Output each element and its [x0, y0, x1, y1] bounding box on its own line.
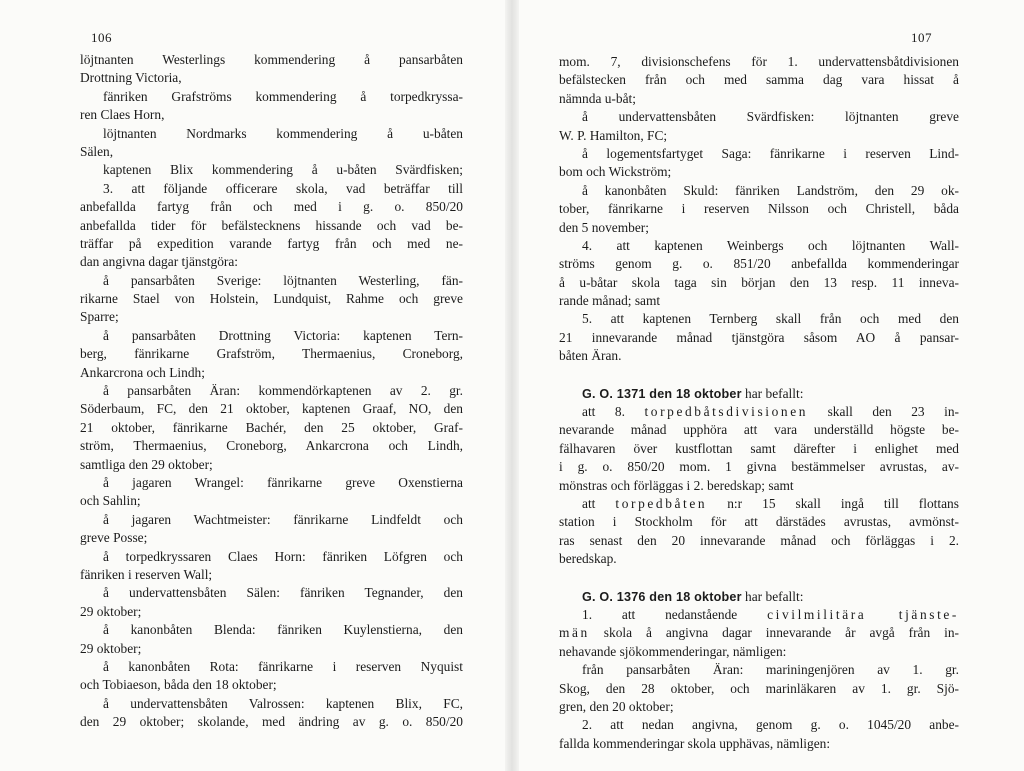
text-line: berg, fänrikarne Grafström, Thermaenius, Croneborg,: [80, 346, 463, 362]
text-line: Skog, den 28 oktober, och marinläkaren av 1. gr. Sjö-: [559, 680, 959, 696]
text-line: i g. o. 850/20 mom. 1 givna bestämmelser avrustas, av-: [559, 459, 959, 475]
text-line: gren, den 20 oktober;: [559, 698, 674, 714]
text-line: 3. att följande officerare skola, vad beträffar till: [103, 180, 463, 196]
text-line: båten Äran.: [559, 348, 622, 364]
text-line: å jagaren Wachtmeister: fänrikarne Lindfeldt och: [103, 511, 463, 527]
text-line: ströms genom g. o. 851/20 anbefallda kommenderingar: [559, 256, 959, 272]
text-line: å logementsfartyget Saga: fänrikarne i reserven Lind-: [582, 145, 959, 161]
order-heading-tail: har befallt:: [745, 588, 804, 604]
text-line: å pansarbåten Drottning Victoria: kaptenen Tern-: [103, 327, 463, 343]
text-line: 29 oktober;: [80, 640, 142, 656]
text-line: ras senast den 20 innevarande månad och förläggas i 2.: [559, 532, 959, 548]
text-line: ren Claes Horn,: [80, 107, 165, 123]
text-line: [559, 403, 959, 421]
text-line: å undervattensbåten Svärdfisken: löjtnanten greve: [582, 109, 959, 125]
order-heading-line: [559, 385, 959, 403]
left-page-text: [80, 51, 463, 731]
text-line: fälhavaren över kustflottan samt därefter i enlighet med: [559, 440, 959, 456]
text-line: Drottning Victoria,: [80, 70, 182, 86]
text-line: å undervattensbåten Sälen: fänriken Tegnander, den: [103, 585, 463, 601]
text-line: kaptenen Blix kommendering å u-båten Svärdfisken;: [103, 162, 463, 178]
order-heading: G. O. 1376 den 18 oktober: [582, 589, 742, 604]
text-line: å kanonbåten Blenda: fänriken Kuylenstierna, den: [103, 622, 463, 638]
section-gap: [559, 366, 959, 385]
text-fragment: 1. att nedanstående: [582, 606, 738, 622]
text-line: 4. att kaptenen Weinbergs och löjtnanten Wall-: [582, 237, 959, 253]
text-line: anbefallda fartyg från och med i g. o. 850/20: [80, 199, 463, 215]
text-line: 5. att kaptenen Ternberg skall från och med den: [582, 311, 959, 327]
order-heading: G. O. 1371 den 18 oktober: [582, 386, 742, 401]
text-line: Sälen,: [80, 143, 114, 159]
text-line: [559, 624, 959, 642]
text-line: [559, 495, 959, 513]
text-line: fänriken Grafströms kommendering å torpedkryssa-: [103, 88, 463, 104]
text-line: ström, Thermaenius, Croneborg, Ankarcrona och Lindh,: [80, 438, 463, 454]
text-line: nehavande sjökommenderingar, nämligen:: [559, 643, 787, 659]
text-line: 21 innevarande månad tjänstgöra såsom AO å pansar-: [559, 329, 959, 345]
text-line: 29 oktober;: [80, 603, 142, 619]
text-line: nämnda u-båt;: [559, 90, 636, 106]
text-line: från pansarbåten Äran: mariningenjören av 1. gr.: [582, 662, 959, 678]
text-line: träffar på expedition varande fartyg från och med ne-: [80, 235, 463, 251]
text-fragment: skola å angivna dagar innevarande år avgå från in-: [603, 625, 959, 641]
text-line: Sparre;: [80, 309, 119, 325]
text-line: Söderbaum, FC, den 21 oktober, kaptenen Graaf, NO, den: [80, 401, 463, 417]
text-line: Ankarcrona och Lindh;: [80, 364, 205, 380]
text-line: 2. att nedan angivna, genom g. o. 1045/20 anbe-: [582, 717, 959, 733]
text-line: [559, 606, 959, 624]
text-line: å undervattensbåten Valrossen: kaptenen Blix, FC,: [103, 695, 463, 711]
text-line: rande månad; samt: [559, 293, 661, 309]
text-line: beredskap.: [559, 551, 617, 567]
spaced-text: torpedbåtsdivisionen: [644, 404, 809, 420]
text-line: å pansarbåten Sverige: löjtnanten Westerling, fän-: [103, 272, 463, 288]
text-line: å jagaren Wrangel: fänrikarne greve Oxenstierna: [103, 474, 463, 490]
text-line: anbefallda tider för befälstecknens hissande och vad be-: [80, 217, 463, 233]
text-line: mönstras och förläggas i 2. beredskap; samt: [559, 477, 794, 493]
order-heading-line: [559, 588, 959, 606]
text-line: dan angivna dagar tjänstgöra:: [80, 254, 239, 270]
text-line: bom och Wickström;: [559, 164, 672, 180]
text-line: befälstecken från och med samma dag vara hissat å: [559, 72, 959, 88]
text-line: å kanonbåten Skuld: fänriken Landström, den 29 ok-: [582, 182, 959, 198]
spaced-text: torpedbåten: [615, 495, 708, 511]
text-line: å kanonbåten Rota: fänrikarne i reserven Nyquist: [103, 658, 463, 674]
order-heading-tail: har befallt:: [745, 385, 804, 401]
page-number-left: 106: [91, 30, 112, 45]
right-page-text: [559, 53, 959, 753]
spaced-text: civilmilitära tjänste-: [767, 606, 959, 622]
section-gap: [559, 569, 959, 588]
text-fragment: skall den 23 in-: [827, 404, 959, 420]
text-line: station i Stockholm för att därstädes avrustas, avmönst-: [559, 514, 959, 530]
text-line: tober, fänrikarne i reserven Nilsson och Christell, båda: [559, 201, 959, 217]
right-page: [512, 0, 1024, 771]
text-line: greve Posse;: [80, 530, 148, 546]
text-line: samtliga den 29 oktober;: [80, 456, 213, 472]
text-line: W. P. Hamilton, FC;: [559, 127, 668, 143]
text-line: nevarande månad upphöra att vara underställd högste be-: [559, 422, 959, 438]
text-line: å pansarbåten Äran: kommendörkaptenen av 2. gr.: [103, 383, 463, 399]
text-line: mom. 7, divisionschefens för 1. undervattensbåtdivisionen: [559, 54, 959, 69]
text-line: å u-båtar skola taga sin början den 13 resp. 11 inneva-: [559, 274, 959, 290]
text-line: fallda kommenderingar skola upphävas, nämligen:: [559, 735, 831, 751]
text-line: den 29 oktober; skolande, med ändring av g. o. 850/20: [80, 714, 463, 730]
text-line: och Tobiaeson, båda den 18 oktober;: [80, 677, 277, 693]
text-line: löjtnanten Westerlings kommendering å pansarbåten: [80, 52, 463, 67]
text-line: den 5 november;: [559, 219, 649, 235]
text-line: löjtnanten Nordmarks kommendering å u-båten: [103, 125, 463, 141]
text-line: fänriken i reserven Wall;: [80, 566, 213, 582]
text-fragment: att: [582, 495, 596, 511]
text-line: rikarne Stael von Holstein, Lundquist, Rahme och greve: [80, 291, 463, 307]
text-fragment: att 8.: [582, 404, 625, 420]
text-line: å torpedkryssaren Claes Horn: fänriken Löfgren och: [103, 548, 463, 564]
text-line: 21 oktober, fänrikarne Bachér, den 25 oktober, Graf-: [80, 419, 463, 435]
page-number-right: 107: [911, 30, 932, 45]
text-fragment: n:r 15 skall ingå till flottans: [727, 495, 959, 511]
text-line: och Sahlin;: [80, 493, 141, 509]
spaced-text: män: [559, 625, 590, 641]
